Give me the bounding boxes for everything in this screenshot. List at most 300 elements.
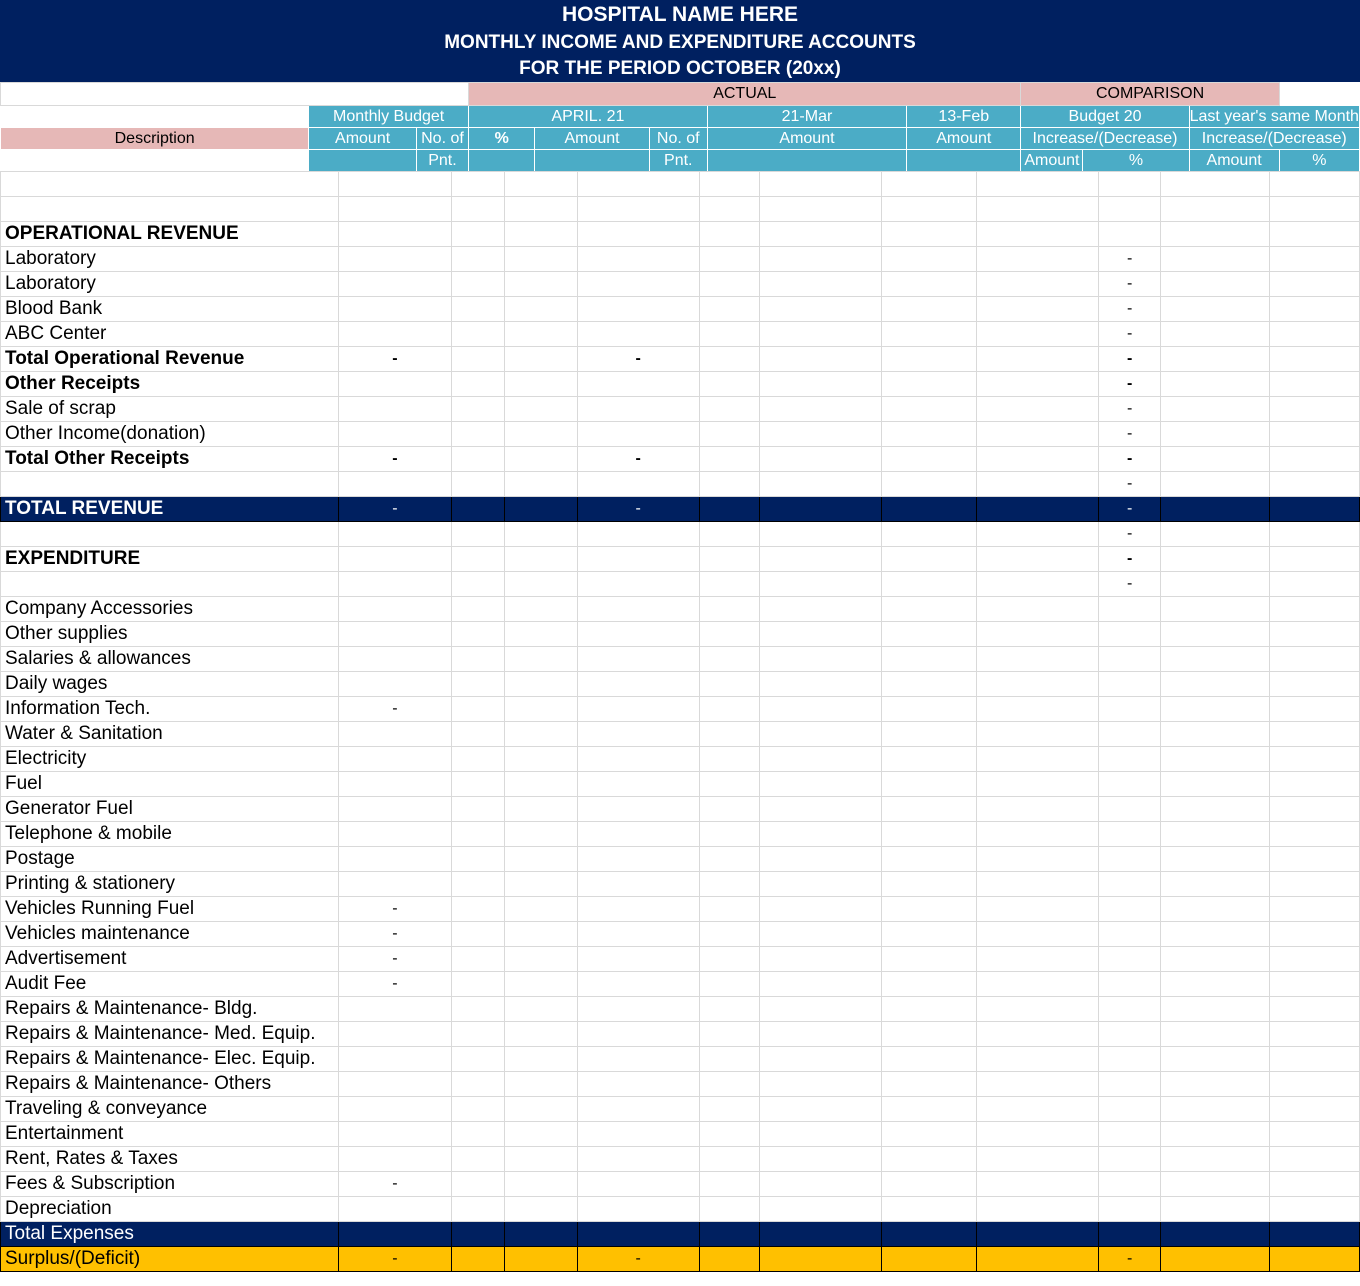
value-cell[interactable]: [338, 472, 451, 497]
value-cell[interactable]: [1161, 772, 1270, 797]
value-cell[interactable]: [451, 1247, 504, 1272]
row-label[interactable]: Blood Bank: [1, 297, 339, 322]
value-cell[interactable]: [1270, 397, 1360, 422]
value-cell[interactable]: [759, 1047, 882, 1072]
value-cell[interactable]: [759, 1247, 882, 1272]
value-cell[interactable]: [338, 797, 451, 822]
value-cell[interactable]: [504, 247, 577, 272]
value-cell[interactable]: [699, 597, 759, 622]
value-cell[interactable]: [1270, 522, 1360, 547]
value-cell[interactable]: [577, 647, 699, 672]
value-cell[interactable]: [882, 472, 977, 497]
value-cell[interactable]: -: [577, 497, 699, 522]
value-cell[interactable]: [504, 1072, 577, 1097]
value-cell[interactable]: [882, 372, 977, 397]
value-cell[interactable]: [699, 997, 759, 1022]
value-cell[interactable]: [882, 972, 977, 997]
value-cell[interactable]: [977, 697, 1099, 722]
value-cell[interactable]: [1270, 172, 1360, 197]
value-cell[interactable]: [1161, 597, 1270, 622]
row-label[interactable]: Other supplies: [1, 622, 339, 647]
value-cell[interactable]: [577, 172, 699, 197]
value-cell[interactable]: [977, 397, 1099, 422]
value-cell[interactable]: [338, 1197, 451, 1222]
value-cell[interactable]: [882, 547, 977, 572]
value-cell[interactable]: [882, 297, 977, 322]
value-cell[interactable]: [451, 647, 504, 672]
value-cell[interactable]: [451, 772, 504, 797]
value-cell[interactable]: [759, 747, 882, 772]
value-cell[interactable]: [338, 547, 451, 572]
value-cell[interactable]: [882, 772, 977, 797]
value-cell[interactable]: [1270, 672, 1360, 697]
value-cell[interactable]: [1161, 272, 1270, 297]
value-cell[interactable]: [504, 397, 577, 422]
value-cell[interactable]: [1270, 1147, 1360, 1172]
value-cell[interactable]: [1099, 747, 1161, 772]
value-cell[interactable]: [699, 972, 759, 997]
value-cell[interactable]: -: [577, 1247, 699, 1272]
value-cell[interactable]: [504, 947, 577, 972]
value-cell[interactable]: [759, 347, 882, 372]
value-cell[interactable]: [1270, 872, 1360, 897]
value-cell[interactable]: [699, 1072, 759, 1097]
value-cell[interactable]: [451, 572, 504, 597]
value-cell[interactable]: [977, 947, 1099, 972]
value-cell[interactable]: [451, 1172, 504, 1197]
value-cell[interactable]: [577, 397, 699, 422]
row-label[interactable]: Generator Fuel: [1, 797, 339, 822]
value-cell[interactable]: [1099, 647, 1161, 672]
value-cell[interactable]: [504, 822, 577, 847]
value-cell[interactable]: [338, 622, 451, 647]
row-label[interactable]: Water & Sanitation: [1, 722, 339, 747]
value-cell[interactable]: -: [1099, 472, 1161, 497]
row-label[interactable]: Sale of scrap: [1, 397, 339, 422]
value-cell[interactable]: [338, 1222, 451, 1247]
row-label[interactable]: EXPENDITURE: [1, 547, 339, 572]
value-cell[interactable]: [1161, 422, 1270, 447]
row-label[interactable]: Entertainment: [1, 1122, 339, 1147]
value-cell[interactable]: -: [338, 922, 451, 947]
value-cell[interactable]: [1161, 997, 1270, 1022]
value-cell[interactable]: [977, 522, 1099, 547]
value-cell[interactable]: [577, 897, 699, 922]
value-cell[interactable]: [882, 997, 977, 1022]
value-cell[interactable]: [882, 1022, 977, 1047]
value-cell[interactable]: [1161, 347, 1270, 372]
value-cell[interactable]: [977, 922, 1099, 947]
value-cell[interactable]: [977, 997, 1099, 1022]
value-cell[interactable]: [699, 1197, 759, 1222]
value-cell[interactable]: [699, 572, 759, 597]
value-cell[interactable]: [759, 872, 882, 897]
row-label[interactable]: Repairs & Maintenance- Others: [1, 1072, 339, 1097]
value-cell[interactable]: [882, 897, 977, 922]
row-label[interactable]: Daily wages: [1, 672, 339, 697]
value-cell[interactable]: [1270, 1022, 1360, 1047]
value-cell[interactable]: [882, 447, 977, 472]
value-cell[interactable]: [577, 372, 699, 397]
value-cell[interactable]: [977, 247, 1099, 272]
row-label[interactable]: Other Income(donation): [1, 422, 339, 447]
row-label[interactable]: Audit Fee: [1, 972, 339, 997]
value-cell[interactable]: [577, 1022, 699, 1047]
value-cell[interactable]: [699, 272, 759, 297]
value-cell[interactable]: [882, 272, 977, 297]
value-cell[interactable]: [977, 1022, 1099, 1047]
row-label[interactable]: Advertisement: [1, 947, 339, 972]
value-cell[interactable]: [577, 722, 699, 747]
value-cell[interactable]: [1161, 1097, 1270, 1122]
value-cell[interactable]: [1270, 1172, 1360, 1197]
value-cell[interactable]: [977, 972, 1099, 997]
value-cell[interactable]: [451, 447, 504, 472]
value-cell[interactable]: [1161, 1247, 1270, 1272]
value-cell[interactable]: [504, 547, 577, 572]
value-cell[interactable]: [504, 972, 577, 997]
value-cell[interactable]: [759, 572, 882, 597]
value-cell[interactable]: [504, 1172, 577, 1197]
value-cell[interactable]: [882, 822, 977, 847]
value-cell[interactable]: [504, 1122, 577, 1147]
value-cell[interactable]: [504, 497, 577, 522]
value-cell[interactable]: [1099, 672, 1161, 697]
value-cell[interactable]: [451, 747, 504, 772]
value-cell[interactable]: [977, 772, 1099, 797]
value-cell[interactable]: [338, 647, 451, 672]
value-cell[interactable]: [977, 1122, 1099, 1147]
value-cell[interactable]: [1099, 972, 1161, 997]
value-cell[interactable]: [451, 397, 504, 422]
row-label[interactable]: Postage: [1, 847, 339, 872]
value-cell[interactable]: [699, 672, 759, 697]
value-cell[interactable]: [577, 1222, 699, 1247]
value-cell[interactable]: [699, 1247, 759, 1272]
value-cell[interactable]: [759, 597, 882, 622]
row-label[interactable]: Total Expenses: [1, 1222, 339, 1247]
value-cell[interactable]: [1161, 1072, 1270, 1097]
value-cell[interactable]: [699, 222, 759, 247]
value-cell[interactable]: [1161, 947, 1270, 972]
value-cell[interactable]: [882, 222, 977, 247]
value-cell[interactable]: [504, 847, 577, 872]
value-cell[interactable]: [882, 1222, 977, 1247]
value-cell[interactable]: [759, 1172, 882, 1197]
row-label[interactable]: Fuel: [1, 772, 339, 797]
value-cell[interactable]: [882, 1097, 977, 1122]
value-cell[interactable]: [977, 372, 1099, 397]
value-cell[interactable]: [699, 172, 759, 197]
value-cell[interactable]: [504, 472, 577, 497]
value-cell[interactable]: [504, 1097, 577, 1122]
value-cell[interactable]: [759, 1197, 882, 1222]
value-cell[interactable]: [1099, 222, 1161, 247]
value-cell[interactable]: [759, 622, 882, 647]
value-cell[interactable]: [977, 622, 1099, 647]
value-cell[interactable]: [451, 847, 504, 872]
value-cell[interactable]: [977, 1222, 1099, 1247]
value-cell[interactable]: [504, 1047, 577, 1072]
value-cell[interactable]: [577, 772, 699, 797]
value-cell[interactable]: [759, 797, 882, 822]
value-cell[interactable]: [577, 1047, 699, 1072]
value-cell[interactable]: [699, 1222, 759, 1247]
value-cell[interactable]: [504, 222, 577, 247]
value-cell[interactable]: [338, 772, 451, 797]
value-cell[interactable]: [451, 997, 504, 1022]
value-cell[interactable]: [577, 222, 699, 247]
value-cell[interactable]: [699, 622, 759, 647]
value-cell[interactable]: [451, 197, 504, 222]
value-cell[interactable]: [759, 922, 882, 947]
value-cell[interactable]: [338, 1122, 451, 1147]
value-cell[interactable]: [504, 1022, 577, 1047]
value-cell[interactable]: [699, 847, 759, 872]
value-cell[interactable]: [1270, 747, 1360, 772]
value-cell[interactable]: -: [1099, 272, 1161, 297]
value-cell[interactable]: [1161, 547, 1270, 572]
value-cell[interactable]: [338, 247, 451, 272]
value-cell[interactable]: -: [338, 497, 451, 522]
value-cell[interactable]: [504, 622, 577, 647]
value-cell[interactable]: [504, 1222, 577, 1247]
value-cell[interactable]: [1161, 297, 1270, 322]
value-cell[interactable]: [759, 497, 882, 522]
value-cell[interactable]: [1099, 872, 1161, 897]
value-cell[interactable]: -: [338, 897, 451, 922]
value-cell[interactable]: [1270, 222, 1360, 247]
value-cell[interactable]: [1099, 722, 1161, 747]
value-cell[interactable]: -: [1099, 447, 1161, 472]
value-cell[interactable]: [577, 947, 699, 972]
value-cell[interactable]: [759, 297, 882, 322]
value-cell[interactable]: [699, 297, 759, 322]
value-cell[interactable]: [577, 1172, 699, 1197]
value-cell[interactable]: [759, 722, 882, 747]
value-cell[interactable]: [1270, 547, 1360, 572]
value-cell[interactable]: [338, 322, 451, 347]
value-cell[interactable]: [699, 697, 759, 722]
value-cell[interactable]: [451, 897, 504, 922]
value-cell[interactable]: [577, 522, 699, 547]
value-cell[interactable]: [338, 872, 451, 897]
value-cell[interactable]: [504, 522, 577, 547]
row-label[interactable]: [1, 197, 339, 222]
value-cell[interactable]: [1161, 522, 1270, 547]
value-cell[interactable]: [338, 822, 451, 847]
value-cell[interactable]: -: [1099, 347, 1161, 372]
value-cell[interactable]: [882, 747, 977, 772]
row-label[interactable]: Telephone & mobile: [1, 822, 339, 847]
value-cell[interactable]: [1270, 772, 1360, 797]
row-label[interactable]: ABC Center: [1, 322, 339, 347]
value-cell[interactable]: [451, 247, 504, 272]
value-cell[interactable]: [1270, 597, 1360, 622]
value-cell[interactable]: [977, 1072, 1099, 1097]
value-cell[interactable]: [977, 322, 1099, 347]
value-cell[interactable]: [451, 1222, 504, 1247]
value-cell[interactable]: [1099, 1072, 1161, 1097]
value-cell[interactable]: [577, 972, 699, 997]
value-cell[interactable]: [338, 572, 451, 597]
row-label[interactable]: Vehicles maintenance: [1, 922, 339, 947]
value-cell[interactable]: [699, 472, 759, 497]
value-cell[interactable]: [504, 447, 577, 472]
value-cell[interactable]: [451, 797, 504, 822]
value-cell[interactable]: [451, 297, 504, 322]
row-label[interactable]: Printing & stationery: [1, 872, 339, 897]
row-label[interactable]: Surplus/(Deficit): [1, 1247, 339, 1272]
value-cell[interactable]: [977, 822, 1099, 847]
value-cell[interactable]: [1270, 997, 1360, 1022]
value-cell[interactable]: [759, 822, 882, 847]
value-cell[interactable]: [699, 797, 759, 822]
value-cell[interactable]: [451, 1072, 504, 1097]
value-cell[interactable]: [1270, 1047, 1360, 1072]
value-cell[interactable]: [977, 872, 1099, 897]
value-cell[interactable]: [759, 1097, 882, 1122]
value-cell[interactable]: -: [338, 1247, 451, 1272]
value-cell[interactable]: [1270, 497, 1360, 522]
value-cell[interactable]: [759, 947, 882, 972]
value-cell[interactable]: [1161, 1172, 1270, 1197]
value-cell[interactable]: -: [1099, 297, 1161, 322]
value-cell[interactable]: -: [1099, 397, 1161, 422]
value-cell[interactable]: [1161, 872, 1270, 897]
value-cell[interactable]: [1161, 1022, 1270, 1047]
value-cell[interactable]: [882, 322, 977, 347]
value-cell[interactable]: [451, 822, 504, 847]
value-cell[interactable]: [451, 922, 504, 947]
row-label[interactable]: Total Other Receipts: [1, 447, 339, 472]
value-cell[interactable]: [1270, 1197, 1360, 1222]
value-cell[interactable]: [1099, 1047, 1161, 1072]
value-cell[interactable]: [1099, 772, 1161, 797]
value-cell[interactable]: [1161, 1122, 1270, 1147]
value-cell[interactable]: [882, 1197, 977, 1222]
value-cell[interactable]: [504, 347, 577, 372]
value-cell[interactable]: [882, 872, 977, 897]
value-cell[interactable]: [759, 897, 882, 922]
value-cell[interactable]: [577, 572, 699, 597]
value-cell[interactable]: [977, 1197, 1099, 1222]
value-cell[interactable]: [882, 572, 977, 597]
value-cell[interactable]: [1161, 922, 1270, 947]
value-cell[interactable]: [977, 472, 1099, 497]
value-cell[interactable]: [1270, 847, 1360, 872]
value-cell[interactable]: [504, 647, 577, 672]
value-cell[interactable]: [504, 297, 577, 322]
row-label[interactable]: [1, 572, 339, 597]
value-cell[interactable]: [577, 872, 699, 897]
value-cell[interactable]: [504, 372, 577, 397]
value-cell[interactable]: [699, 722, 759, 747]
value-cell[interactable]: [577, 197, 699, 222]
value-cell[interactable]: [977, 422, 1099, 447]
value-cell[interactable]: [1161, 497, 1270, 522]
value-cell[interactable]: [577, 622, 699, 647]
value-cell[interactable]: [977, 1047, 1099, 1072]
value-cell[interactable]: [1270, 447, 1360, 472]
value-cell[interactable]: [882, 1072, 977, 1097]
value-cell[interactable]: [977, 197, 1099, 222]
value-cell[interactable]: [1099, 847, 1161, 872]
value-cell[interactable]: [699, 872, 759, 897]
value-cell[interactable]: [1099, 1022, 1161, 1047]
value-cell[interactable]: [882, 797, 977, 822]
value-cell[interactable]: [451, 1047, 504, 1072]
value-cell[interactable]: [699, 247, 759, 272]
value-cell[interactable]: [504, 597, 577, 622]
value-cell[interactable]: [1161, 897, 1270, 922]
value-cell[interactable]: [977, 172, 1099, 197]
value-cell[interactable]: [759, 1022, 882, 1047]
value-cell[interactable]: [699, 372, 759, 397]
value-cell[interactable]: [338, 1022, 451, 1047]
value-cell[interactable]: [338, 422, 451, 447]
value-cell[interactable]: -: [338, 947, 451, 972]
value-cell[interactable]: [577, 547, 699, 572]
value-cell[interactable]: [451, 1122, 504, 1147]
value-cell[interactable]: [1161, 372, 1270, 397]
value-cell[interactable]: [882, 647, 977, 672]
value-cell[interactable]: [1161, 697, 1270, 722]
value-cell[interactable]: [577, 747, 699, 772]
value-cell[interactable]: [699, 322, 759, 347]
value-cell[interactable]: [1161, 972, 1270, 997]
value-cell[interactable]: [577, 597, 699, 622]
value-cell[interactable]: [977, 647, 1099, 672]
value-cell[interactable]: [1161, 247, 1270, 272]
value-cell[interactable]: [451, 672, 504, 697]
value-cell[interactable]: [699, 547, 759, 572]
value-cell[interactable]: [451, 697, 504, 722]
value-cell[interactable]: [882, 1247, 977, 1272]
value-cell[interactable]: [977, 347, 1099, 372]
value-cell[interactable]: [577, 322, 699, 347]
value-cell[interactable]: [338, 1147, 451, 1172]
value-cell[interactable]: [1270, 647, 1360, 672]
value-cell[interactable]: [977, 747, 1099, 772]
value-cell[interactable]: -: [338, 972, 451, 997]
value-cell[interactable]: [699, 1047, 759, 1072]
value-cell[interactable]: [759, 397, 882, 422]
value-cell[interactable]: [1270, 1072, 1360, 1097]
value-cell[interactable]: [1270, 972, 1360, 997]
value-cell[interactable]: [577, 422, 699, 447]
value-cell[interactable]: [1161, 1047, 1270, 1072]
value-cell[interactable]: [1161, 197, 1270, 222]
value-cell[interactable]: [1099, 797, 1161, 822]
value-cell[interactable]: [1099, 897, 1161, 922]
value-cell[interactable]: [577, 297, 699, 322]
value-cell[interactable]: [759, 1122, 882, 1147]
value-cell[interactable]: [1161, 1222, 1270, 1247]
value-cell[interactable]: [1161, 672, 1270, 697]
value-cell[interactable]: [759, 647, 882, 672]
value-cell[interactable]: [1270, 722, 1360, 747]
value-cell[interactable]: [451, 547, 504, 572]
value-cell[interactable]: [1270, 947, 1360, 972]
row-label[interactable]: Salaries & allowances: [1, 647, 339, 672]
value-cell[interactable]: [699, 1147, 759, 1172]
value-cell[interactable]: [1161, 622, 1270, 647]
value-cell[interactable]: [882, 697, 977, 722]
value-cell[interactable]: [699, 1172, 759, 1197]
value-cell[interactable]: [699, 1022, 759, 1047]
value-cell[interactable]: [577, 1197, 699, 1222]
